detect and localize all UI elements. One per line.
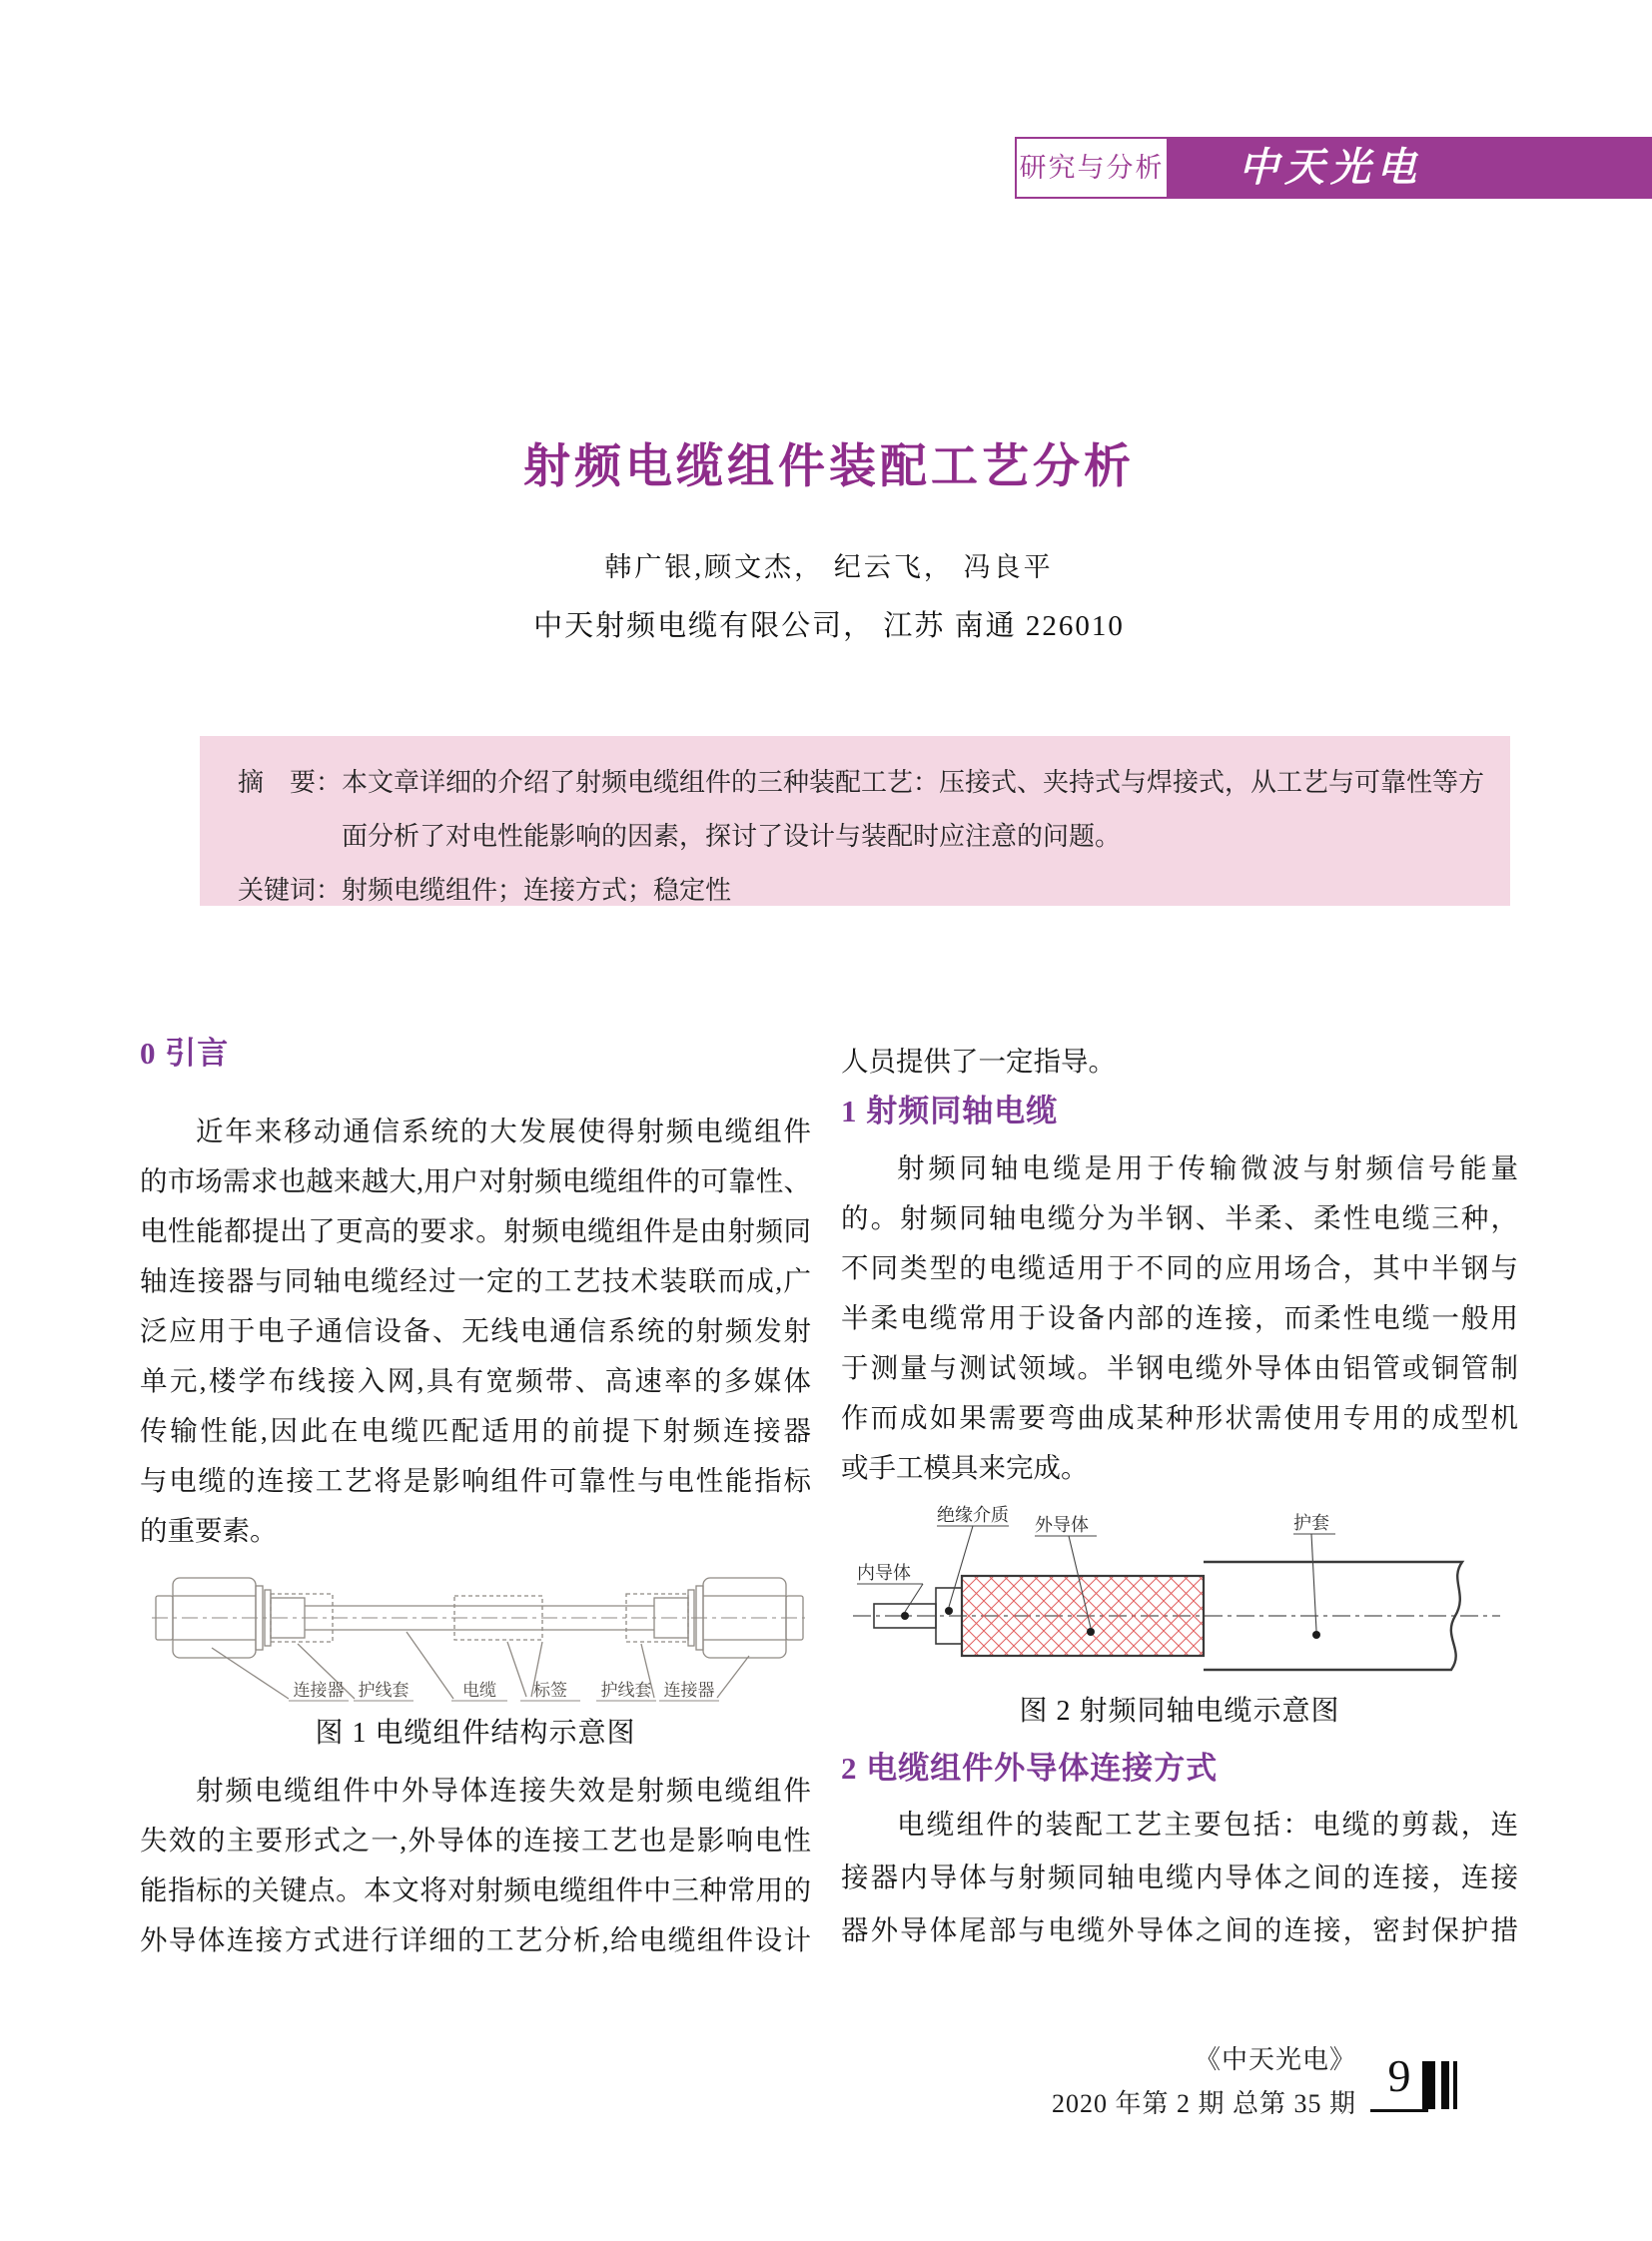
paragraph-line: 能指标的关键点。本文将对射频电缆组件中三种常用的 (140, 1874, 811, 1905)
paragraph-line: 不同类型的电缆适用于不同的应用场合，其中半钢与 (841, 1252, 1518, 1283)
cable-assembly-drawing (150, 1570, 809, 1710)
paragraph-line: 泛应用于电子通信设备、无线电通信系统的射频发射 (140, 1315, 811, 1346)
paragraph-line: 的。射频同轴电缆分为半钢、半柔、柔性电缆三种， (841, 1202, 1518, 1233)
paragraph-line: 的重要素。 (140, 1515, 278, 1546)
paragraph-line: 电性能都提出了更高的要求。射频电缆组件是由射频同 (140, 1215, 811, 1246)
figure-1-caption: 图 1 电缆组件结构示意图 (315, 1718, 636, 1749)
paragraph-line: 接器内导体与射频同轴电缆内导体之间的连接，连接 (841, 1862, 1518, 1892)
paragraph-line: 近年来移动通信系统的大发展使得射频电缆组件 (196, 1116, 811, 1146)
paragraph-line: 外导体连接方式进行详细的工艺分析,给电缆组件设计 (140, 1924, 811, 1955)
paragraph-line: 的市场需求也越来越大,用户对射频电缆组件的可靠性、 (140, 1165, 811, 1196)
paragraph-line: 轴连接器与同轴电缆经过一定的工艺技术装联而成,广 (140, 1265, 811, 1296)
paragraph-line: 失效的主要形式之一,外导体的连接工艺也是影响电性 (140, 1825, 811, 1856)
fig1-label-cable: 电缆 (462, 1681, 496, 1700)
page-number: 9 (1387, 2050, 1411, 2101)
left-paragraph-2 (140, 1766, 811, 1965)
fig1-label-connector-left: 连接器 (293, 1681, 345, 1700)
brand-logo: 中天光电 (1169, 137, 1652, 199)
footer-journal-name: 《中天光电》 (1194, 2045, 1356, 2074)
fig2-label-outer-conductor: 外导体 (1035, 1515, 1089, 1535)
paragraph-line: 于测量与测试领域。半钢电缆外导体由铝管或铜管制 (841, 1352, 1518, 1383)
barcode-bar (1422, 2061, 1435, 2109)
fig1-label-tag: 标签 (533, 1681, 567, 1700)
keywords-label: 关键词： (238, 876, 343, 905)
page-number-rule (1370, 2109, 1428, 2112)
paragraph-line: 或手工模具来完成。 (841, 1452, 1089, 1483)
right-paragraph-1 (841, 1143, 1518, 1493)
section-heading-2: 2 电缆组件外导体连接方式 (841, 1751, 1219, 1786)
section-tag: 研究与分析 (1015, 137, 1169, 199)
barcode-icon (1422, 2061, 1462, 2109)
authors: 韩广银,顾文杰， 纪云飞， 冯良平 (604, 552, 1054, 582)
paragraph-line: 传输性能,因此在电缆匹配适用的前提下射频连接器 (140, 1415, 811, 1446)
figure-2-caption: 图 2 射频同轴电缆示意图 (1019, 1696, 1340, 1727)
paragraph-line: 器外导体尾部与电缆外导体之间的连接，密封保护措 (841, 1914, 1518, 1945)
paragraph-line: 人员提供了一定指导。 (841, 1046, 1116, 1077)
abstract-label: 摘 要： (238, 768, 343, 797)
fig1-label-boot-left: 护线套 (358, 1681, 410, 1700)
paragraph-line: 单元,楼学布线接入网,具有宽频带、高速率的多媒体 (140, 1365, 811, 1396)
fig1-label-connector-right: 连接器 (663, 1681, 715, 1700)
section-heading-1: 1 射频同轴电缆 (841, 1094, 1059, 1128)
left-paragraph-1 (140, 1107, 811, 1556)
section-heading-0: 0 引言 (140, 1036, 230, 1071)
figure-2 (849, 1496, 1508, 1691)
keywords-line (238, 864, 1480, 918)
paragraph-line: 与电缆的连接工艺将是影响组件可靠性与电性能指标 (140, 1465, 811, 1496)
barcode-bar (1453, 2061, 1457, 2109)
abstract-text: 本文章详细的介绍了射频电缆组件的三种装配工艺：压接式、夹持式与焊接式，从工艺与可靠性等方 (342, 768, 1485, 797)
keywords-text: 射频电缆组件；连接方式；稳定性 (342, 876, 732, 905)
abstract-line-1 (238, 756, 1485, 810)
paragraph-line: 电缆组件的装配工艺主要包括：电缆的剪裁，连 (897, 1809, 1518, 1840)
abstract-box (200, 736, 1510, 906)
footer-issue-info: 2020 年第 2 期 总第 35 期 (1051, 2089, 1356, 2118)
affiliation: 中天射频电缆有限公司， 江苏 南通 226010 (533, 610, 1125, 642)
figure-1 (150, 1570, 809, 1710)
paragraph-line: 射频同轴电缆是用于传输微波与射频信号能量 (897, 1152, 1518, 1183)
abstract-line-2: 面分析了对电性能影响的因素，探讨了设计与装配时应注意的问题。 (342, 822, 1122, 851)
fig2-label-jacket: 护套 (1293, 1513, 1329, 1533)
paragraph-line: 半柔电缆常用于设备内部的连接，而柔性电缆一般用 (841, 1302, 1518, 1333)
barcode-bar (1441, 2061, 1449, 2109)
paragraph-line: 作而成如果需要弯曲成某种形状需使用专用的成型机 (841, 1402, 1518, 1433)
page-title: 射频电缆组件装配工艺分析 (523, 441, 1135, 493)
outer-conductor (962, 1576, 1204, 1656)
paragraph-line: 射频电缆组件中外导体连接失效是射频电缆组件 (196, 1775, 811, 1806)
right-paragraph-2 (841, 1798, 1518, 1956)
cable-tag-box (454, 1596, 542, 1640)
fig1-label-boot-right: 护线套 (600, 1681, 652, 1700)
fig2-label-inner-conductor: 内导体 (857, 1563, 911, 1583)
coax-cable-drawing (849, 1496, 1508, 1691)
fig2-label-dielectric: 绝缘介质 (937, 1505, 1009, 1525)
